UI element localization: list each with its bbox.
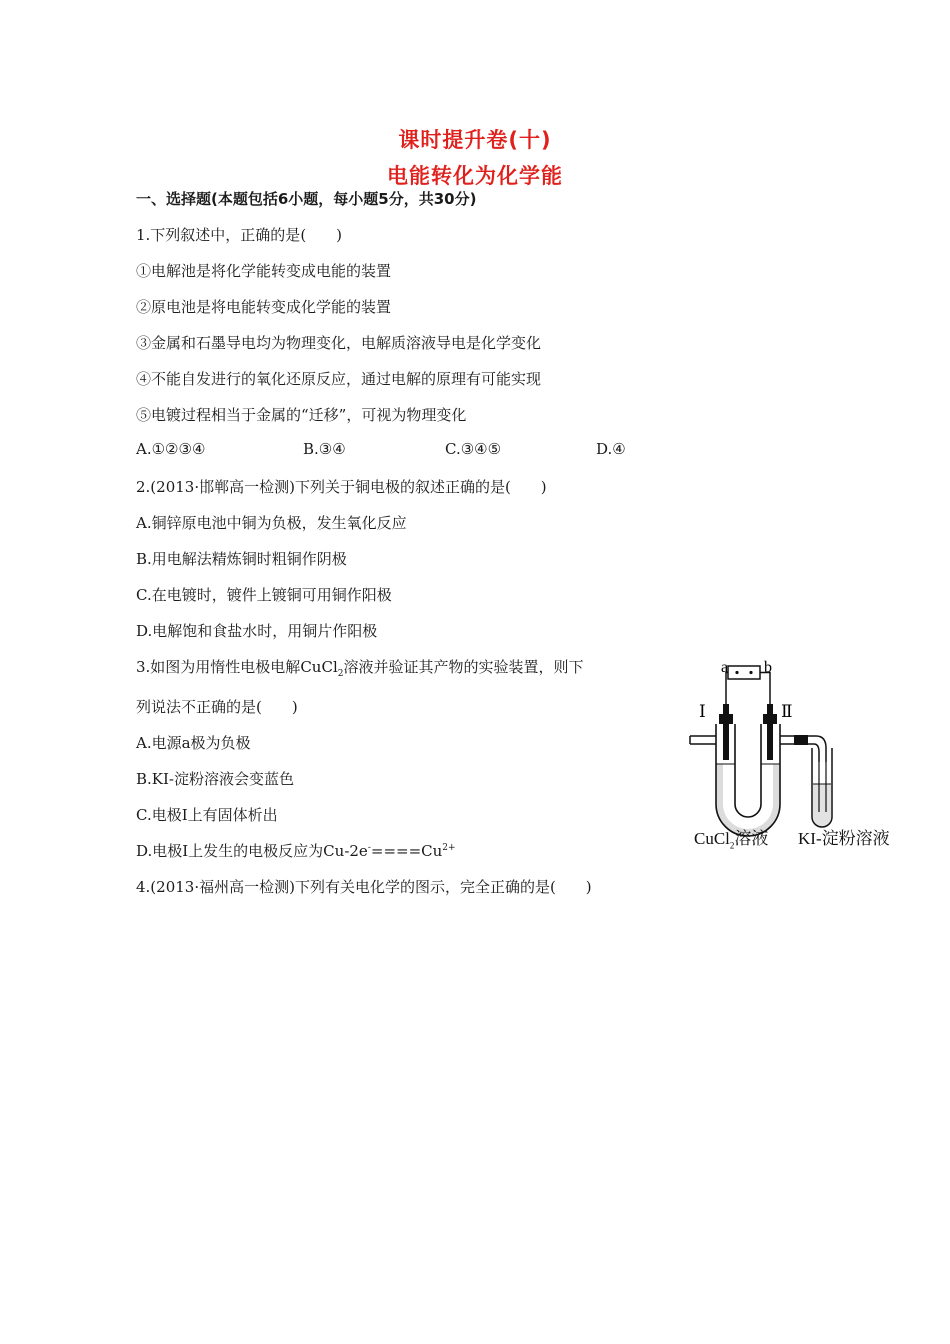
caption-formula-subscript: 2 bbox=[729, 840, 735, 851]
q3-stem-part2: 溶液并验证其产物的实验装置，则下 bbox=[343, 658, 584, 676]
q1-statement-1: ①电解池是将化学能转变成电能的装置 bbox=[136, 262, 392, 280]
terminal-b bbox=[749, 671, 752, 674]
q3-stem-line2: 列说法不正确的是( ) bbox=[136, 698, 298, 716]
q3-option-d-mid: ====Cu bbox=[370, 842, 443, 860]
q4-stem: 4.(2013·福州高一检测)下列有关电化学的图示，完全正确的是( ) bbox=[136, 878, 592, 896]
q3-option-d-sup-2: 2+ bbox=[442, 843, 456, 853]
q2-stem: 2.(2013·邯郸高一检测)下列关于铜电极的叙述正确的是( ) bbox=[136, 478, 547, 496]
wire-right bbox=[760, 673, 770, 705]
q3-option-d bbox=[136, 840, 456, 861]
label-electrode-1: Ⅰ bbox=[699, 702, 706, 722]
apparatus-drawing bbox=[688, 652, 912, 852]
worksheet-subtitle: 电能转化为化学能 bbox=[387, 164, 563, 188]
q1-statement-5: ⑤电镀过程相当于金属的“迁移”，可视为物理变化 bbox=[136, 406, 467, 424]
q2-option-c: C.在电镀时，镀件上镀铜可用铜作阳极 bbox=[136, 586, 392, 604]
q3-formula-subscript: 2 bbox=[337, 669, 344, 679]
q1-option-b: B.③④ bbox=[303, 440, 346, 458]
q1-statement-2: ②原电池是将电能转变成化学能的装置 bbox=[136, 298, 392, 316]
label-electrode-2: Ⅱ bbox=[781, 702, 793, 722]
q3-option-a: A.电源a极为负极 bbox=[136, 734, 251, 752]
caption-formula-tail: 溶液 bbox=[734, 829, 769, 848]
label-b: b bbox=[764, 659, 772, 676]
q3-formula: CuCl bbox=[300, 658, 338, 676]
rubber-connector bbox=[794, 735, 808, 745]
q1-statement-3: ③金属和石墨导电均为物理变化，电解质溶液导电是化学变化 bbox=[136, 334, 542, 352]
terminal-a bbox=[735, 671, 738, 674]
q3-stem bbox=[136, 656, 584, 679]
electrode-1 bbox=[723, 704, 729, 760]
caption-formula: CuCl bbox=[694, 829, 730, 848]
q1-option-d: D.④ bbox=[596, 440, 626, 458]
electrode-2 bbox=[767, 704, 773, 760]
power-source bbox=[728, 666, 760, 679]
u-tube-inner bbox=[735, 724, 761, 817]
q1-statement-4: ④不能自发进行的氧化还原反应，通过电解的原理有可能实现 bbox=[136, 370, 542, 388]
q3-option-c: C.电极Ⅰ上有固体析出 bbox=[136, 806, 278, 824]
caption-cucl2-solution bbox=[694, 824, 768, 850]
q1-option-a: A.①②③④ bbox=[136, 440, 206, 458]
electrolysis-apparatus-figure bbox=[688, 652, 912, 852]
q1-stem: 1.下列叙述中，正确的是( ) bbox=[136, 226, 343, 244]
q2-option-b: B.用电解法精炼铜时粗铜作阴极 bbox=[136, 550, 347, 568]
q3-option-b: B.KI-淀粉溶液会变蓝色 bbox=[136, 770, 294, 788]
worksheet-title: 课时提升卷(十) bbox=[398, 128, 552, 152]
caption-ki-starch-solution: KI-淀粉溶液 bbox=[798, 829, 890, 848]
q3-stem-part1: 3.如图为用惰性电极电解 bbox=[136, 658, 301, 676]
ki-starch-solution bbox=[813, 784, 831, 826]
q3-option-d-text: D.电极Ⅰ上发生的电极反应为Cu-2e bbox=[136, 842, 368, 860]
q2-option-d: D.电解饱和食盐水时，用铜片作阳极 bbox=[136, 622, 378, 640]
q2-option-a: A.铜锌原电池中铜为负极，发生氧化反应 bbox=[136, 514, 407, 532]
label-a: a bbox=[721, 659, 729, 676]
delivery-tube-inner bbox=[780, 744, 819, 762]
q1-option-c: C.③④⑤ bbox=[445, 440, 502, 458]
q3-option-d-sup-1: - bbox=[367, 843, 371, 853]
section-heading: 一、选择题(本题包括6小题，每小题5分，共30分) bbox=[136, 190, 477, 208]
